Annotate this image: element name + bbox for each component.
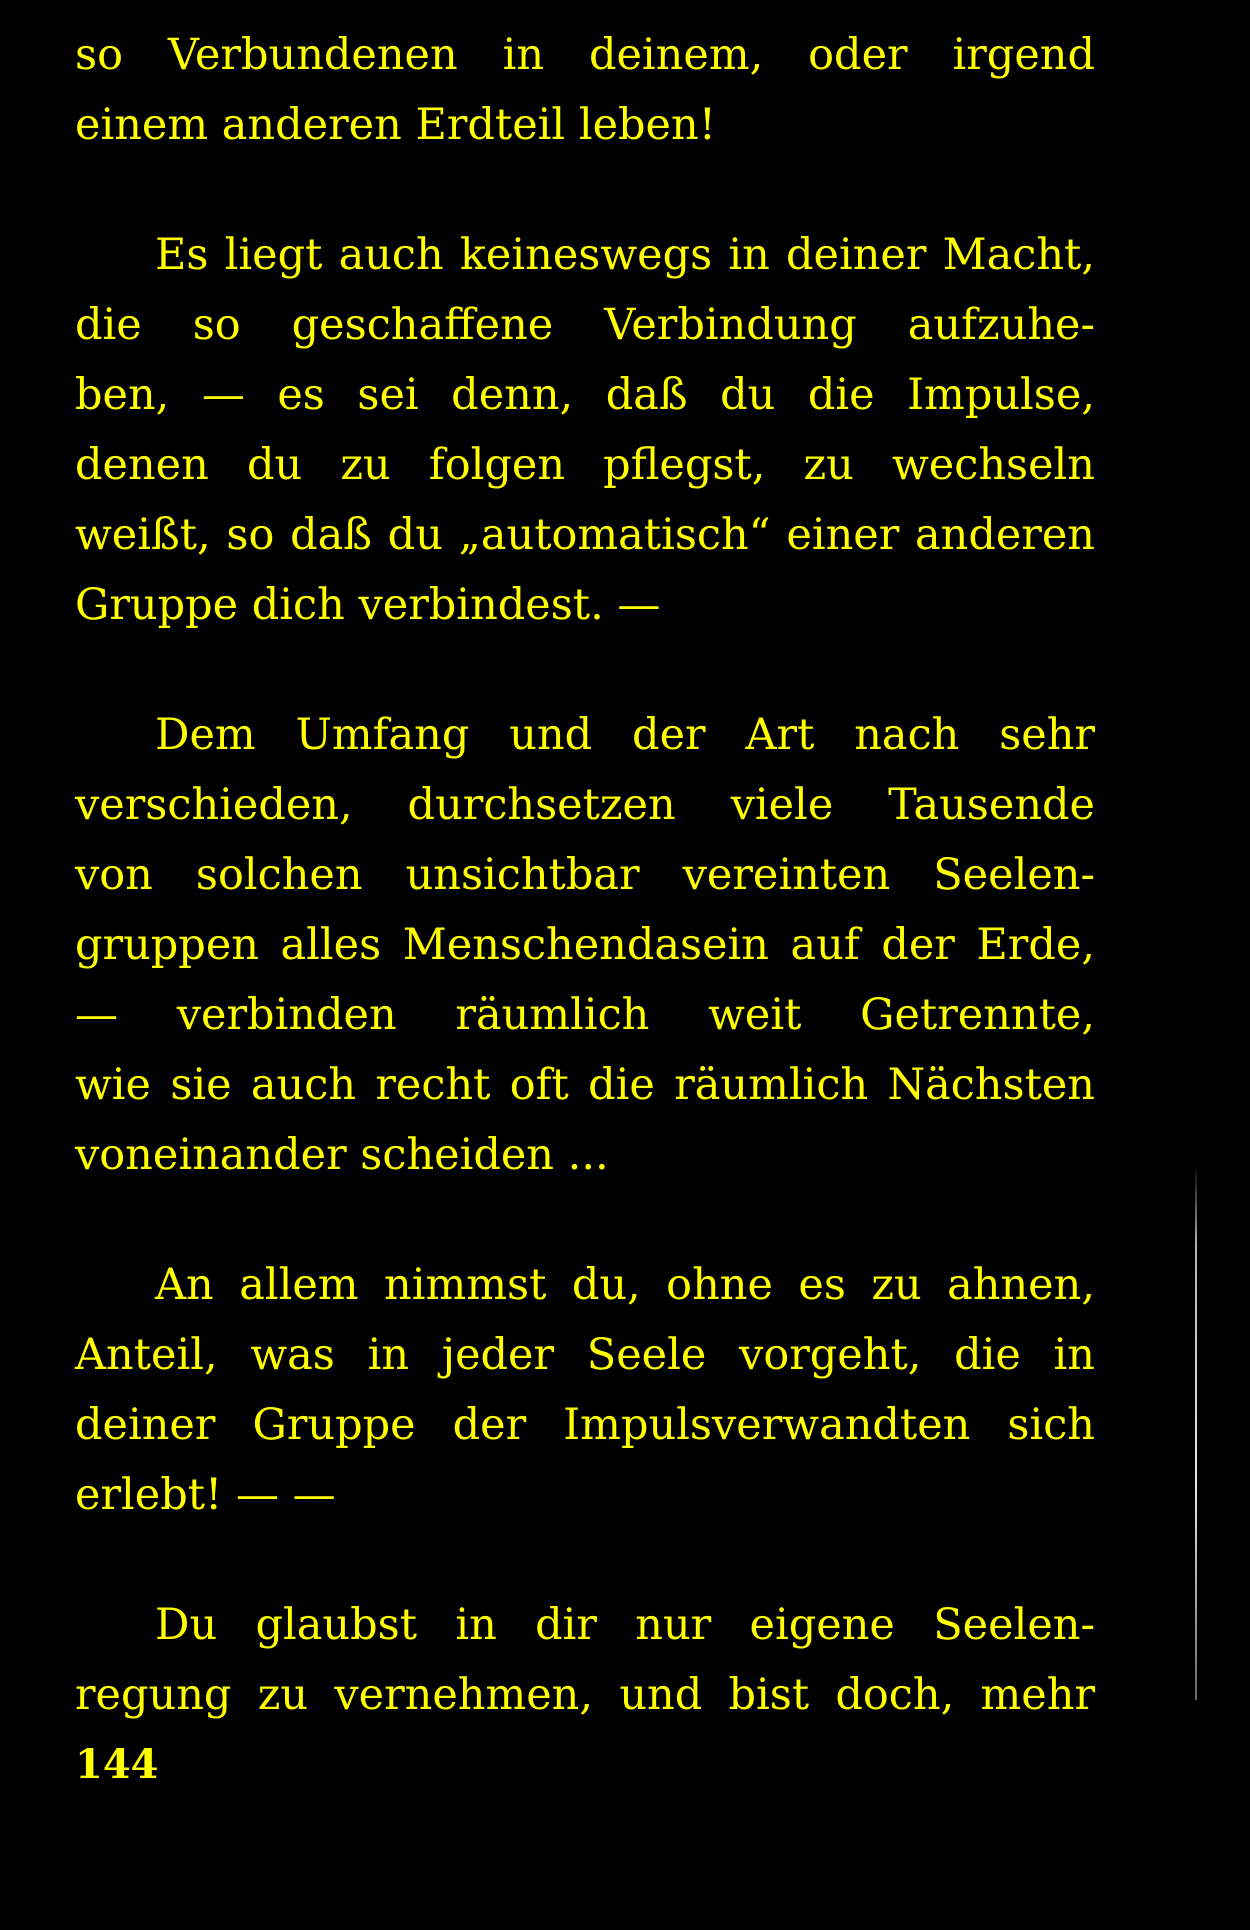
- page-number: 144: [75, 1741, 159, 1788]
- text-line: einem anderen Erdteil leben!: [75, 100, 716, 150]
- text-line: deiner Gruppe der Impulsverwandten sich: [75, 1400, 1095, 1450]
- text-line: von solchen unsichtbar vereinten Seelen-: [75, 850, 1095, 900]
- text-line: denen du zu folgen pflegst, zu wechseln: [75, 440, 1095, 490]
- text-line: die so geschaffene Verbindung aufzuhe-: [75, 300, 1095, 350]
- paragraph-2: [75, 220, 1095, 640]
- text-line: Dem Umfang und der Art nach sehr: [155, 710, 1095, 760]
- text-line: gruppen alles Menschendasein auf der Erde,: [75, 920, 1095, 970]
- text-line: — verbinden räumlich weit Getrennte,: [75, 990, 1095, 1040]
- text-line: Anteil, was in jeder Seele vorgeht, die in: [75, 1330, 1095, 1380]
- text-line: Gruppe dich verbindest. —: [75, 580, 661, 630]
- paragraph-5: [75, 1590, 1095, 1730]
- text-line: Es liegt auch keineswegs in deiner Macht,: [155, 230, 1095, 280]
- paragraph-4: [75, 1250, 1095, 1530]
- text-line: ben, — es sei denn, daß du die Impulse,: [75, 370, 1095, 420]
- text-line: weißt, so daß du „automatisch“ einer anderen: [75, 510, 1095, 560]
- text-line: wie sie auch recht oft die räumlich Nächsten: [75, 1060, 1095, 1110]
- text-line: so Verbundenen in deinem, oder irgend: [75, 30, 1095, 80]
- text-line: Du glaubst in dir nur eigene Seelen-: [155, 1600, 1095, 1650]
- text-line: regung zu vernehmen, und bist doch, mehr: [75, 1670, 1095, 1720]
- page-edge-mark: [1195, 1165, 1197, 1700]
- text-line: An allem nimmst du, ohne es zu ahnen,: [155, 1260, 1095, 1310]
- book-page-text: [75, 20, 1095, 1790]
- text-line: erlebt! — —: [75, 1470, 336, 1520]
- paragraph-1: [75, 20, 1095, 160]
- paragraph-3: [75, 700, 1095, 1190]
- text-line: verschieden, durchsetzen viele Tausende: [75, 780, 1095, 830]
- text-line: voneinander scheiden ...: [75, 1130, 609, 1180]
